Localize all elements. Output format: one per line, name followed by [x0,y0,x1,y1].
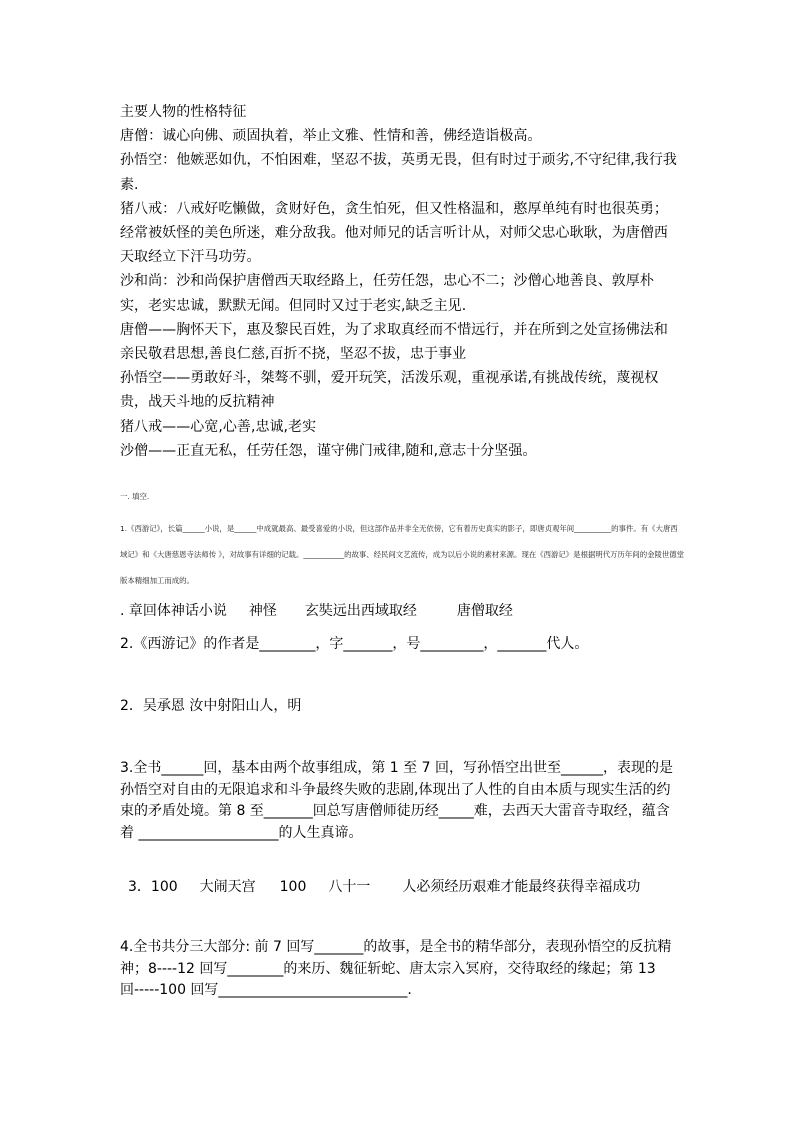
summary-zhubajie: 猪八戒——心宽,心善,忠诚,老实 [120,418,317,435]
summary-shaseng: 沙僧——正直无私，任劳任怨，谨守佛门戒律,随和,意志十分坚强。 [120,442,537,459]
summary-tangseng: 唐僧——胸怀天下，惠及黎民百姓，为了求取真经而不惜远行，并在所到之处宣扬佛法和亲民敬君思想,善良仁慈,百折不挠，坚忍不拔，忠于事业 [120,321,668,363]
answer-1-2: 神怪 [248,603,277,619]
answer-3-5: 人必须经历艰难才能最终获得幸福成功 [402,879,641,895]
section-title: 主要人物的性格特征 [120,104,247,120]
question-1-text: 1.《西游记》，长篇______小说，是______中成就最高、最受喜爱的小说，但这部作品并非全无依傍，它有着历史真实的影子，即唐贞观年间__________的事件。有《大唐西域记》和《大唐慈恩寺法师传 》，对故事有详细的记载。___________的故事、经民间文艺流传，成为以后小说的素材来源。现在《西游记》是根据明代万历年间的金陵世德堂版本精细加工而成的。 [120,524,685,585]
summary-sunwukong: 孙悟空——勇敢好斗，桀骜不驯，爱开玩笑，活泼乐观，重视承诺,有挑战传统，蔑视权贵，战天斗地的反抗精神 [120,370,659,411]
answer-3-1: 3．100 [128,879,178,895]
character-traits-section [120,100,680,463]
fill-heading: 一. 填空. [120,492,150,501]
answer-1-4: 唐僧取经 [456,603,513,619]
question-3-text: 3.全书______回，基本由两个故事组成，第 1 至 7 回，写孙悟空出世至______，表现的是孙悟空对自由的无限追求和斗争最终失败的悲剧,体现出了人性的自由本质与现实生活的约束的矛盾处境。第 8 至_______回总写唐僧师徒历经_____难，去西天大雷音寺取经，蕴含着 ____________________的人生真谛。 [120,760,673,841]
answer-1-3: 玄奘远出西域取经 [304,603,417,619]
question-2-text: 2.《西游记》的作者是________，字_______，号_________，_______代人。 [120,636,589,652]
trait-sunwukong: 孙悟空：他嫉恶如仇，不怕困难，坚忍不拔，英勇无畏，但有时过于顽劣,不守纪律,我行我素. [120,152,677,193]
answer-3-4: 八十一 [328,879,371,895]
answer-3-2: 大闹天宫 [199,879,256,895]
trait-shaheshang: 沙和尚：沙和尚保护唐僧西天取经路上，任劳任怨，忠心不二；沙僧心地善良、敦厚朴实，老实忠诚，默默无闻。但同时又过于老实,缺乏主见. [120,273,654,314]
trait-tangseng: 唐僧：诚心向佛、顽固执着，举止文雅、性情和善，佛经造诣极高。 [120,128,542,145]
question-3-answers [128,876,640,896]
answer-1-1: . 章回体神话小说 [120,603,227,619]
question-2-answer: 2．吴承恩 汝中射阳山人，明 [120,698,302,714]
question-1-answers [120,600,513,620]
trait-zhubajie: 猪八戒：八戒好吃懒做，贪财好色，贪生怕死，但又性格温和，憨厚单纯有时也很英勇；经常被妖怪的美色所迷，难分敌我。他对师兄的话言听计从，对师父忠心耿耿，为唐僧西天取经立下汗马功劳。 [120,200,668,266]
question-4-text: 4.全书共分三大部分: 前 7 回写_______的故事，是全书的精华部分，表现孙悟空的反抗精神；8----12 回写________的来历、魏征斩蛇、唐太宗入冥府，交待取经的缘起；第 13 回-----100 回写___________________________. [120,939,672,998]
answer-3-3: 100 [279,879,307,895]
